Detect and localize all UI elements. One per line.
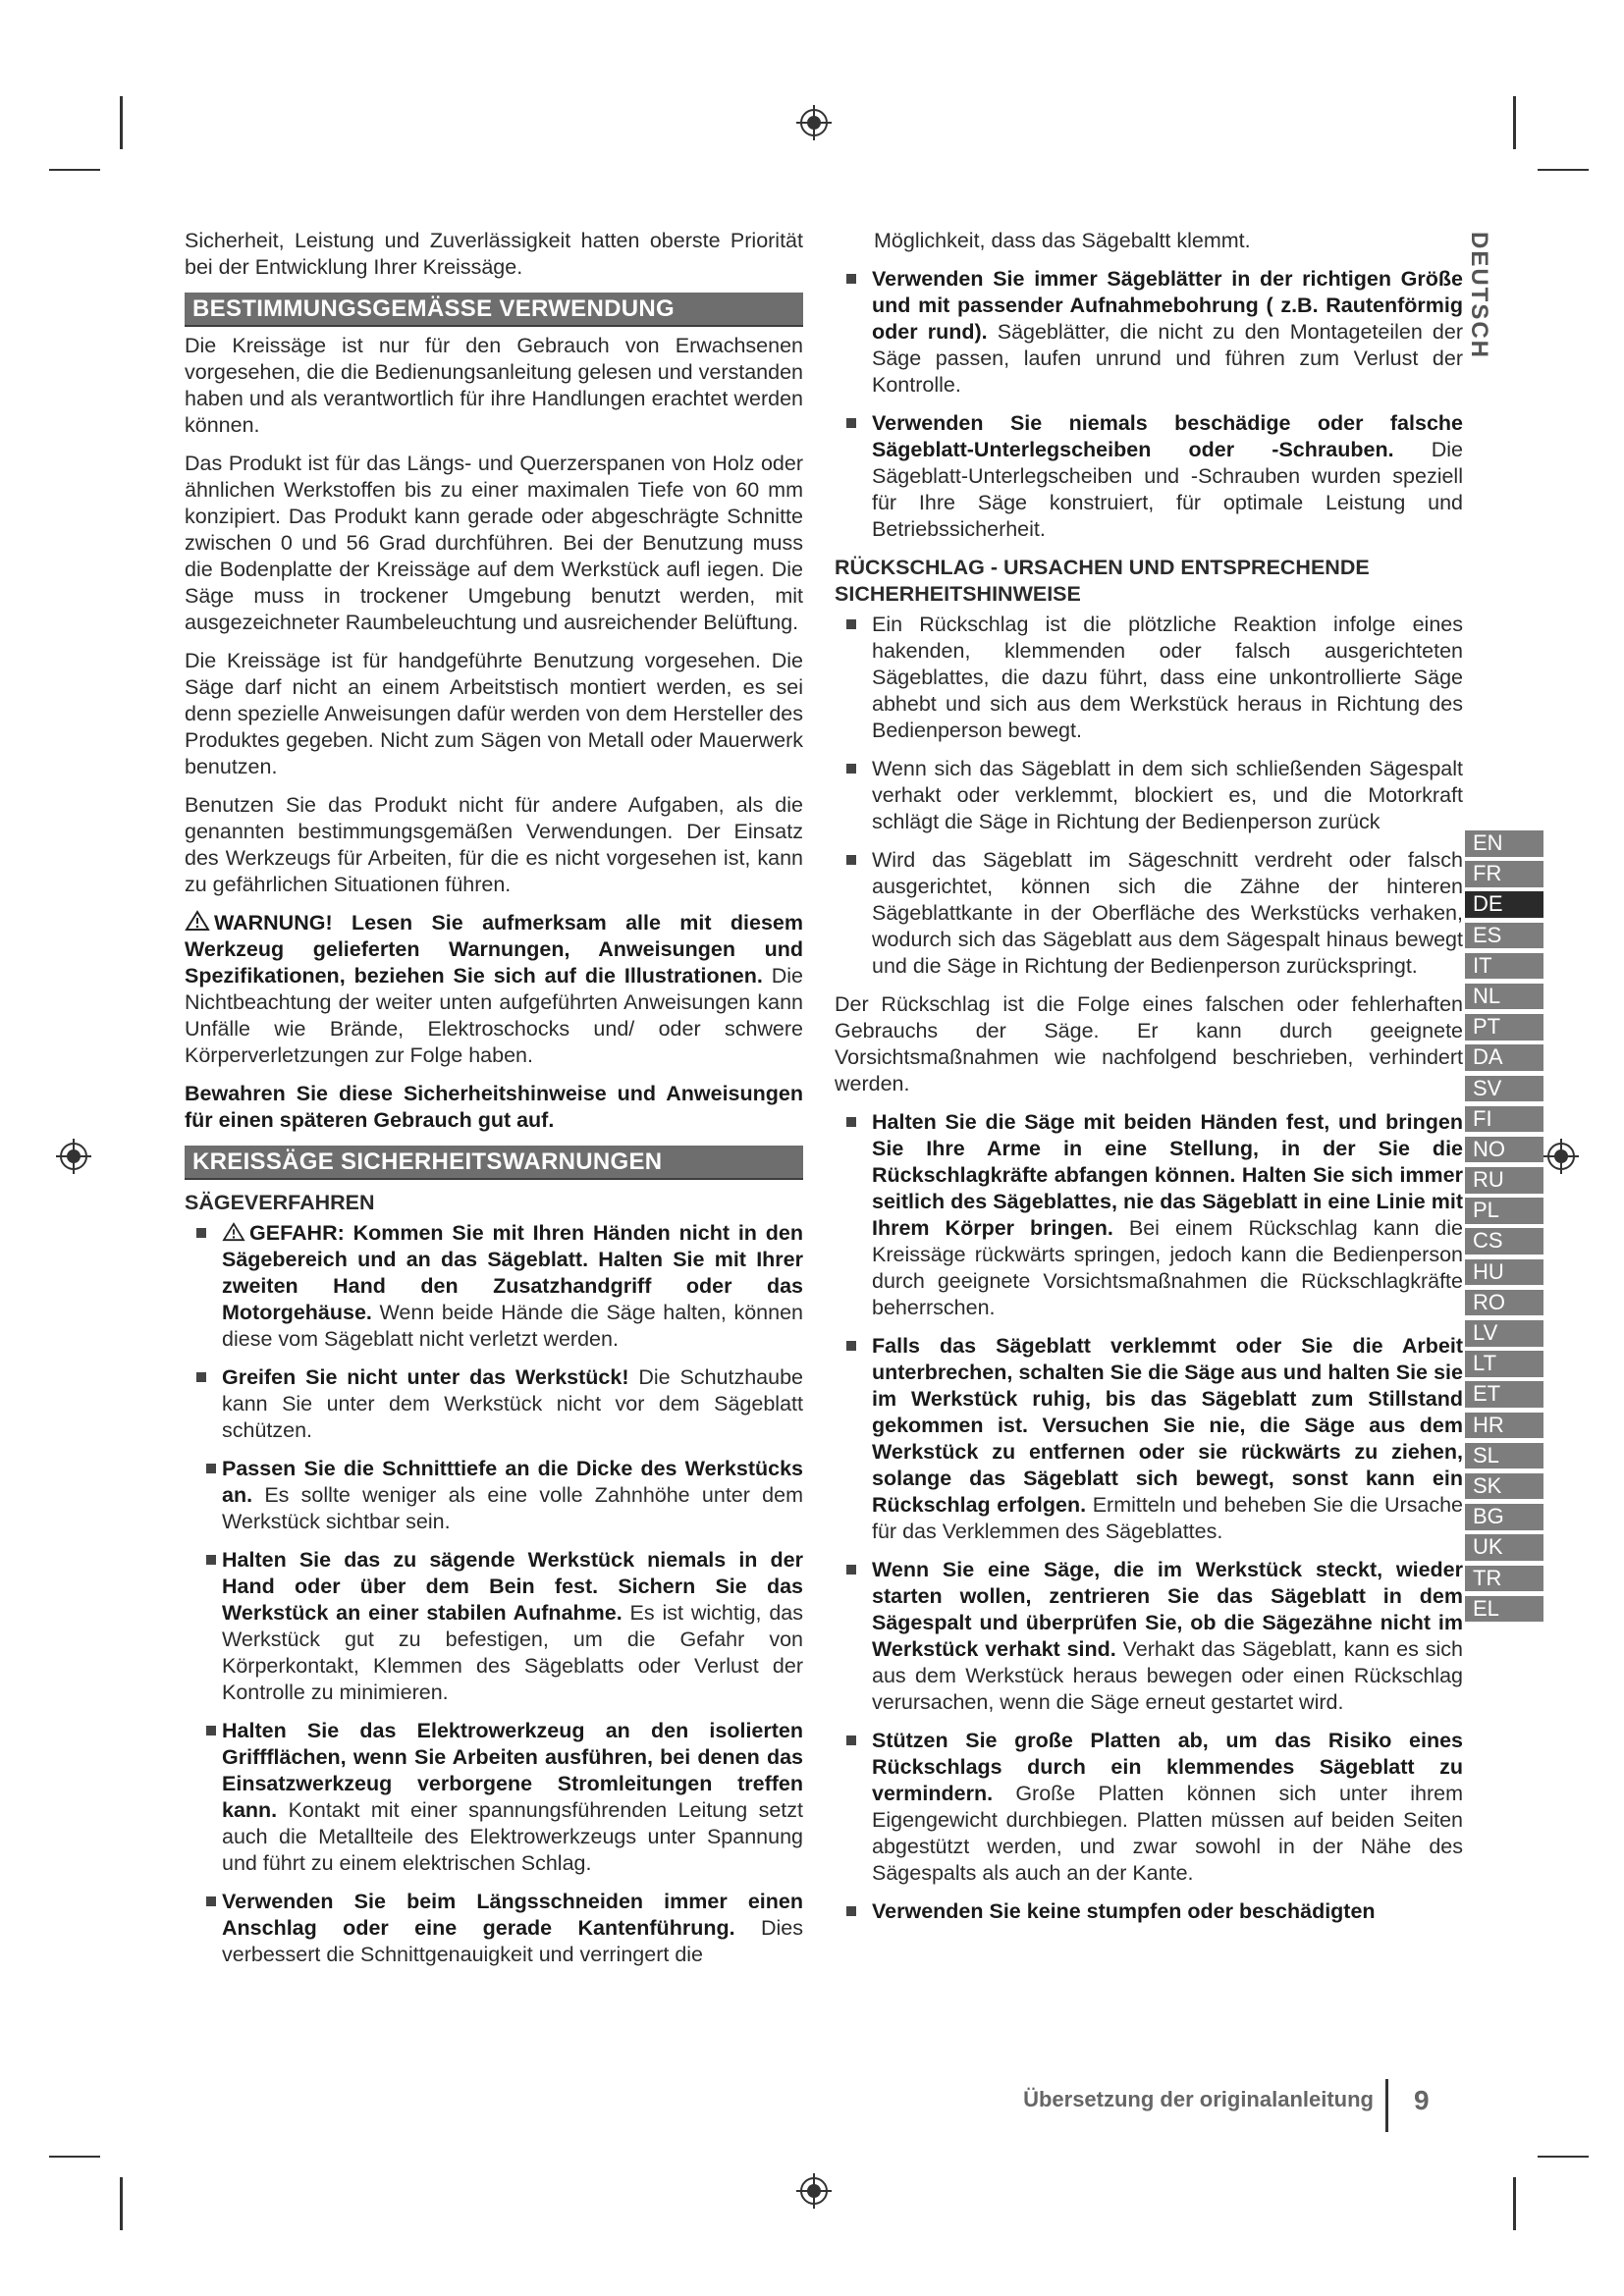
bullet-list (185, 1220, 803, 1968)
subheading-cutting-procedures: SÄGEVERFAHREN (185, 1191, 375, 1214)
paragraph: Die Kreissäge ist nur für den Gebrauch von Erwachsenen vorgesehen, die die Bedienungsanleitung gelesen und verstanden haben und als verantwortlich für ihre Handlungen erachtet werden können. (185, 334, 803, 437)
paragraph: Die Kreissäge ist für handgeführte Benutzung vorgesehen. Die Säge darf nicht an einem Arbeitstisch montiert werden, es sei denn spezielle Anweisungen dafür werden von dem Hersteller des Produktes gegeben. Nicht zum Sägen von Metall oder Mauerwerk benutzen. (185, 649, 803, 778)
page-number: 9 (1414, 2085, 1430, 2115)
item-text: Wenn beide Hände die Säge halten, können diese vom Sägeblatt nicht verletzt werden. (222, 1301, 803, 1351)
bullet-square-icon (206, 1464, 216, 1473)
language-tab-cs[interactable]: CS (1465, 1228, 1543, 1255)
item-bold: Greifen Sie nicht unter das Werkstück! (222, 1365, 629, 1389)
list-item (835, 612, 1463, 744)
paragraph: Das Produkt ist für das Längs- und Querzerspanen von Holz oder ähnlichen Werkstoffen bis zu einer maximalen Tiefe von 60 mm konzipiert. Das Produkt kann gerade oder abgeschrägte Schnitte zwischen 0 und 56 Grad durchführen. Bei der Benutzung muss die Bodenplatte der Kreissäge auf dem Werkstück aufl iegen. Die Säge muss in trockener Umgebung benutzt werden, mit ausgezeichneter Raumbeleuchtung und ausreichender Belüftung. (185, 452, 803, 634)
item-text: Ermitteln und beheben Sie die Ursache für das Verklemmen des Sägeblattes. (872, 1493, 1463, 1543)
item-bold: Verwenden Sie immer Sägeblätter in der richtigen Größe und mit passender Aufnahmebohrung ( z.B. Rautenförmig oder rund). (872, 267, 1463, 344)
bullet-square-icon (206, 1555, 216, 1565)
language-tab-hr[interactable]: HR (1465, 1413, 1543, 1439)
item-bold: Halten Sie das zu sägende Werkstück niemals in der Hand oder über dem Bein fest. Sichern Sie das Werkstück an einer stabilen Aufnahme. (222, 1548, 803, 1625)
warning-triangle-icon (222, 1222, 245, 1242)
list-item (206, 1718, 803, 1877)
language-tab-es[interactable]: ES (1465, 923, 1543, 949)
item-text: Die Schutzhaube kann Sie unter dem Werkstück nicht vor dem Sägeblatt schützen. (222, 1365, 803, 1442)
item-bold: GEFAHR: Kommen Sie mit Ihren Händen nicht in den Sägebereich und an das Sägeblatt. Halten Sie mit Ihrer zweiten Hand den Zusatzhandgriff oder das Motorgehäuse. (222, 1221, 803, 1324)
list-item (835, 1109, 1463, 1321)
list-item (835, 756, 1463, 835)
list-item (206, 1547, 803, 1706)
item-bold: Verwenden Sie keine stumpfen oder beschädigten (872, 1899, 1376, 1923)
bullet-square-icon (846, 855, 856, 865)
bullet-list (835, 612, 1463, 980)
list-item (835, 1557, 1463, 1716)
keep-instructions-text: Bewahren Sie diese Sicherheitshinweise und Anweisungen für einen späteren Gebrauch gut auf. (185, 1082, 803, 1132)
language-tab-sv[interactable]: SV (1465, 1076, 1543, 1102)
bullet-square-icon (846, 1906, 856, 1916)
language-tab-bg[interactable]: BG (1465, 1504, 1543, 1530)
item-text: Sägeblätter, die nicht zu den Montageteilen der Säge passen, laufen unrund und führen zum Verlust der Kontrolle. (872, 320, 1463, 397)
language-tab-nl[interactable]: NL (1465, 984, 1543, 1010)
language-tab-hu[interactable]: HU (1465, 1259, 1543, 1286)
item-bold: Passen Sie die Schnitttiefe an die Dicke des Werkstücks an. (222, 1457, 803, 1507)
language-tab-de[interactable]: DE (1465, 891, 1543, 918)
list-item (835, 847, 1463, 980)
paragraph: Benutzen Sie das Produkt nicht für andere Aufgaben, als die genannten bestimmungsgemäßen Verwendungen. Der Einsatz des Werkzeugs für Arbeiten, für die es nicht vorgesehen ist, kann zu gefährlichen Situationen führen. (185, 793, 803, 896)
left-column (185, 228, 803, 1980)
crop-mark (1513, 2177, 1516, 2230)
intro-paragraph: Sicherheit, Leistung und Zuverlässigkeit hatten oberste Priorität bei der Entwicklung Ihrer Kreissäge. (185, 229, 803, 279)
item-bold: Verwenden Sie beim Längsschneiden immer einen Anschlag oder eine gerade Kantenführung. (222, 1890, 803, 1940)
bullet-square-icon (846, 1565, 856, 1575)
language-tab-en[interactable]: EN (1465, 830, 1543, 857)
registration-mark-icon (796, 105, 832, 140)
list-item (835, 410, 1463, 543)
language-tab-no[interactable]: NO (1465, 1137, 1543, 1163)
crop-mark (1538, 2156, 1589, 2158)
bullet-list (835, 266, 1463, 543)
language-tab-it[interactable]: IT (1465, 953, 1543, 980)
language-tab-pl[interactable]: PL (1465, 1198, 1543, 1224)
language-tab-ru[interactable]: RU (1465, 1167, 1543, 1194)
item-text: Dies verbessert die Schnittgenauigkeit und verringert die (222, 1916, 803, 1966)
language-tabs (1465, 830, 1543, 1627)
footer-translation-note: Übersetzung der originalanleitung (1023, 2087, 1374, 2111)
crop-mark (1538, 169, 1589, 171)
registration-mark-icon (1543, 1139, 1579, 1174)
crop-mark (49, 2156, 100, 2158)
warning-triangle-icon (185, 910, 210, 932)
bullet-square-icon (846, 764, 856, 774)
crop-mark (120, 2177, 123, 2230)
item-bold: Falls das Sägeblatt verklemmt oder Sie die Arbeit unterbrechen, schalten Sie die Säge aus und halten Sie sie im Werkstück ruhig, bis das Sägeblatt zum Stillstand gekommen ist. Versuchen Sie nie, die Säge aus dem Werkstück zu entfernen oder sie rückwärts zu ziehen, solange das Sägeblatt sich bewegt, sonst kann ein Rückschlag erfolgen. (872, 1334, 1463, 1517)
item-text: Wird das Sägeblatt im Sägeschnitt verdreht oder falsch ausgerichtet, können sich die Zähne der hinteren Sägeblattkante in der Oberfläche des Werkstücks verhaken, wodurch sich das Sägeblatt aus dem Sägespalt hinaus bewegt und die Säge in Richtung der Bedienperson zurückspringt. (872, 848, 1463, 978)
list-item (185, 1220, 803, 1353)
subheading-kickback: RÜCKSCHLAG - URSACHEN UND ENTSPRECHENDE SICHERHEITSHINWEISE (835, 556, 1370, 606)
item-text: Verhakt das Sägeblatt, kann es sich aus dem Werkstück heraus bewegen oder einen Rückschlag verursachen, wenn die Säge erneut gestartet wird. (872, 1637, 1463, 1714)
section-heading-intended-use: BESTIMMUNGSGEMÄSSE VERWENDUNG (185, 293, 803, 327)
crop-mark (1513, 96, 1516, 149)
item-bold: Verwenden Sie niemals beschädige oder falsche Sägeblatt-Unterlegscheiben oder -Schrauben. (872, 411, 1463, 461)
bullet-square-icon (846, 274, 856, 284)
language-tab-lt[interactable]: LT (1465, 1351, 1543, 1377)
item-text: Es ist wichtig, das Werkstück gut zu befestigen, um die Gefahr von Körperkontakt, Klemmen des Sägeblatts oder Verlust der Kontrolle zu minimieren. (222, 1601, 804, 1704)
item-text: Wenn sich das Sägeblatt in dem sich schließenden Sägespalt verhakt oder verklemmt, blockiert es, und die Motorkraft schlägt die Säge in Richtung der Bedienperson zurück (872, 757, 1463, 833)
paragraph: Der Rückschlag ist die Folge eines falschen oder fehlerhaften Gebrauchs der Säge. Er kann durch geeignete Vorsichtsmaßnahmen wie nachfolgend beschrieben, verhindert werden. (835, 992, 1463, 1095)
item-text: Bei einem Rückschlag kann die Kreissäge rückwärts springen, jedoch kann die Bedienperson durch geeignete Vorsichtsmaßnahmen die Rückschlagkräfte beherrschen. (872, 1216, 1463, 1319)
item-bold: Stützen Sie große Platten ab, um das Risiko eines Rückschlags durch ein klemmendes Sägeblatt zu vermindern. (872, 1729, 1463, 1805)
item-text: Kontakt mit einer spannungsführenden Leitung setzt auch die Metallteile des Elektrowerkzeugs unter Spannung und führt zu einem elektrischen Schlag. (222, 1798, 803, 1875)
bullet-square-icon (206, 1896, 216, 1906)
warning-text: Die Nichtbeachtung der weiter unten aufgeführten Anweisungen kann Unfälle wie Brände, Elektroschocks und/ oder schwere Körperverletzungen zur Folge haben. (185, 964, 804, 1067)
item-text: Es sollte weniger als eine volle Zahnhöhe unter dem Werkstück sichtbar sein. (222, 1483, 803, 1533)
list-item (835, 1333, 1463, 1545)
section-heading-safety-warnings: KREISSÄGE SICHERHEITSWARNUNGEN (185, 1146, 803, 1180)
bullet-square-icon (196, 1372, 206, 1382)
bullet-square-icon (846, 1117, 856, 1127)
list-item (185, 1364, 803, 1444)
language-tab-pt[interactable]: PT (1465, 1014, 1543, 1041)
language-tab-el[interactable]: EL (1465, 1596, 1543, 1623)
warning-bold: WARNUNG! Lesen Sie aufmerksam alle mit diesem Werkzeug gelieferten Warnungen, Anweisungen und Spezifikationen, beziehen Sie sich auf die Illustrationen. (185, 911, 803, 988)
list-item (835, 266, 1463, 399)
language-tab-da[interactable]: DA (1465, 1044, 1543, 1071)
item-text: Große Platten können sich unter ihrem Eigengewicht durchbiegen. Platten müssen auf beiden Seiten abgestützt werden, und zwar sowohl in der Nähe des Sägespalts als auch an der Kante. (872, 1782, 1463, 1885)
language-tab-tr[interactable]: TR (1465, 1566, 1543, 1592)
language-tab-et[interactable]: ET (1465, 1381, 1543, 1408)
crop-mark (120, 96, 123, 149)
item-bold: Wenn Sie eine Säge, die im Werkstück steckt, wieder starten wollen, zentrieren Sie das Sägeblatt in dem Sägespalt und überprüfen Sie, ob die Sägezähne nicht im Werkstück verhakt sind. (872, 1558, 1463, 1661)
bullet-square-icon (846, 1735, 856, 1745)
bullet-list (835, 1109, 1463, 1925)
list-item (206, 1456, 803, 1535)
language-tab-uk[interactable]: UK (1465, 1534, 1543, 1561)
side-language-title: DEUTSCH (1466, 232, 1492, 360)
list-item (835, 1898, 1463, 1925)
language-tab-fi[interactable]: FI (1465, 1106, 1543, 1133)
bullet-square-icon (846, 1341, 856, 1351)
keep-instructions (185, 1081, 803, 1134)
right-column (835, 228, 1463, 1937)
bullet-square-icon (196, 1228, 206, 1238)
item-text: Die Sägeblatt-Unterlegscheiben und -Schrauben wurden speziell für Ihre Säge konstruiert, für optimale Leistung und Betriebssicherheit. (872, 438, 1464, 541)
language-tab-ro[interactable]: RO (1465, 1290, 1543, 1316)
warning-paragraph (185, 910, 803, 1069)
bullet-square-icon (846, 418, 856, 428)
registration-mark-icon (796, 2173, 832, 2209)
language-tab-sl[interactable]: SL (1465, 1443, 1543, 1469)
item-bold: Halten Sie die Säge mit beiden Händen fest, und bringen Sie Ihre Arme in eine Stellung, in der Sie die Rückschlagkräfte abfangen können. Halten Sie sich immer seitlich des Sägeblattes, nie das Sägeblatt in eine Linie mit Ihrem Körper bringen. (872, 1110, 1463, 1240)
item-bold: Halten Sie das Elektrowerkzeug an den isolierten Griffflächen, wenn Sie Arbeiten ausführen, bei denen das Einsatzwerkzeug verborgene Stromleitungen treffen kann. (222, 1719, 803, 1822)
language-tab-lv[interactable]: LV (1465, 1320, 1543, 1347)
footer-divider (1385, 2079, 1388, 2132)
crop-mark (49, 169, 100, 171)
registration-mark-icon (56, 1139, 91, 1174)
language-tab-sk[interactable]: SK (1465, 1473, 1543, 1500)
bullet-square-icon (846, 619, 856, 629)
bullet-square-icon (206, 1726, 216, 1735)
list-item (835, 1728, 1463, 1887)
list-item (206, 1889, 803, 1968)
language-tab-fr[interactable]: FR (1465, 861, 1543, 887)
continued-text: Möglichkeit, dass das Sägebaltt klemmt. (874, 229, 1251, 252)
item-text: Ein Rückschlag ist die plötzliche Reaktion infolge eines hakenden, klemmenden oder falsch ausgerichteten Sägeblattes, die dazu führt, dass eine unkontrollierte Säge abhebt und sich aus dem Werkstück heraus in Richtung des Bedienperson bewegt. (872, 613, 1463, 742)
